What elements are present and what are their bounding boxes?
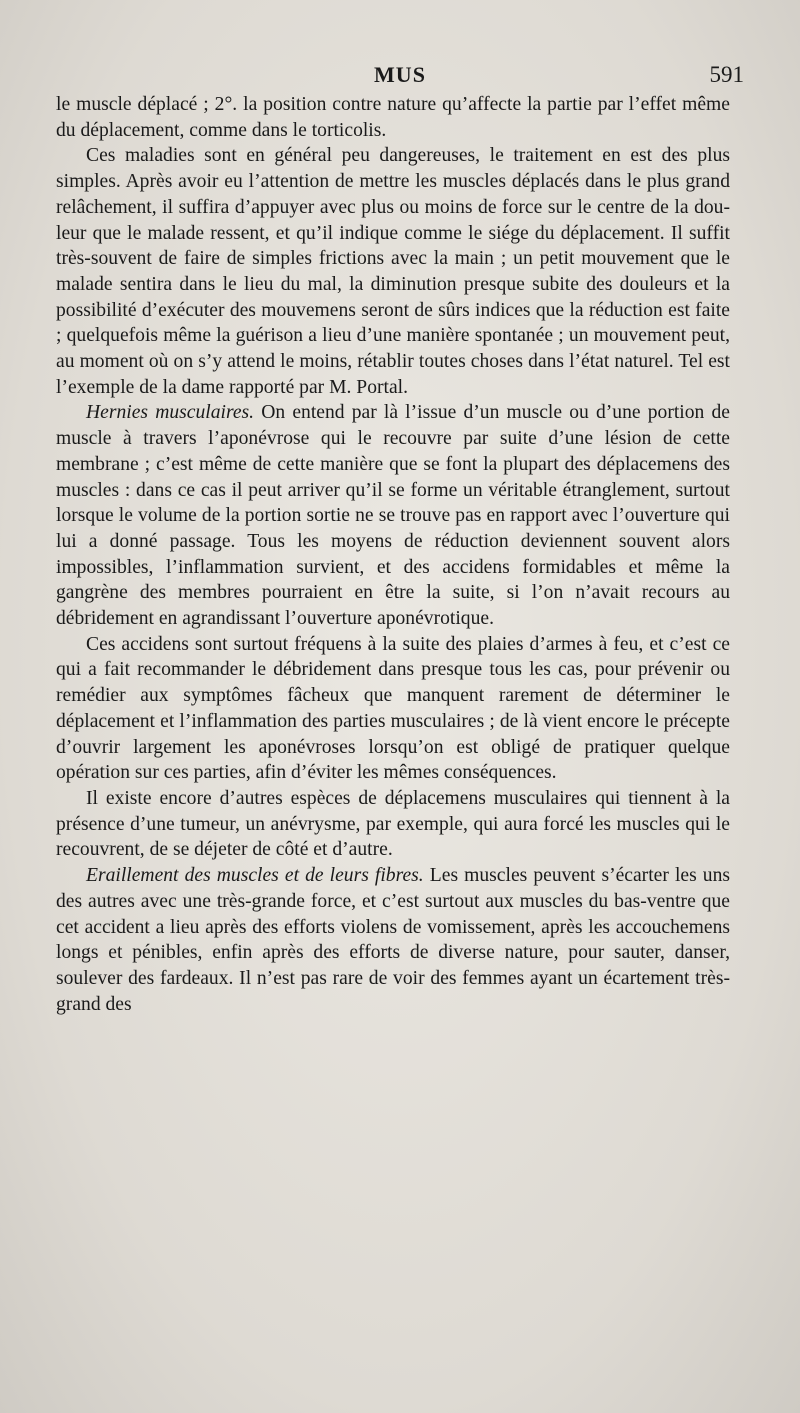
paragraph-text: On entend par là l’issue d’un muscle ou d’une portion de muscle à travers l’aponévrose qui le recouvre par suite d’une lésion de cette membrane ; c’est même de cette manière que se font la plupart des déplacemens des muscles : dans ce cas il peut arriver qu’il se forme un véritable étranglement, surtout lorsque le volume de la portion sortie ne se trouve pas en rapport avec l’ouverture qui lui a donné passage. Tous les moyens de réduction deviennent souvent alors impossibles, l’inflammation survient, et des accidens formidables et même la gangrène des membres pourraient en être la suite, si l’on n’avait recours au débridement en agrandissant l’ouverture aponévrotique. xyxy=(56,402,730,630)
paragraph-text: le muscle déplacé ; 2°. la position contre nature qu’affecte la partie par l’effet même du déplacement, comme dans le torticolis. xyxy=(56,94,730,141)
paragraph xyxy=(56,863,730,1017)
running-title: MUS xyxy=(374,62,426,87)
paragraph xyxy=(56,786,730,863)
paragraph xyxy=(56,632,730,786)
paragraph-text: Ces maladies sont en général peu dangereuses, le traitement en est des plus simples. Après avoir eu l’attention de mettre les muscles déplacés dans le plus grand relâchement, il suffira d’appuyer avec plus ou moins de force sur le centre de la douleur que le malade ressent, et qu’il indique comme le siége du déplacement. Il suffit très-souvent de faire de simples frictions avec la main ; un petit mouvement que le malade sentira dans le lieu du mal, la diminution presque subite des douleurs et la possibilité d’exécuter des mouvemens seront de sûrs indices que la réduction est faite ; quelquefois même la guérison a lieu d’une manière spontanée ; un mouvement peut, au moment où on s’y attend le moins, rétablir toutes choses dans l’état naturel. Tel est l’exemple de la dame rapporté par M. Portal. xyxy=(56,145,730,398)
paragraph xyxy=(56,400,730,631)
paragraph-text: Il existe encore d’autres espèces de déplacemens musculaires qui tiennent à la présence d’une tumeur, un anévrysme, par exemple, qui aura forcé les muscles qui le recouvrent, de se déjeter de côté et d’autre. xyxy=(56,787,730,861)
paragraph xyxy=(56,92,730,143)
paragraph-text: Ces accidens sont surtout fréquens à la suite des plaies d’armes à feu, et c’est ce qui a fait recommander le débridement dans presque tous les cas, pour prévenir ou remédier aux symptômes fâcheux que manquent rarement de déterminer le déplacement et l’inflammation des parties musculaires ; de là vient encore le précepte d’ouvrir largement les aponévroses lorsqu’on est obligé de pratiquer quelque opération sur ces parties, afin d’éviter les mêmes conséquences. xyxy=(56,633,730,784)
paragraph xyxy=(56,143,730,400)
paragraph-lead-heading: Hernies musculaires. xyxy=(86,402,255,424)
paragraph-text: Les muscles peuvent s’écarter les uns des autres avec une très-grande force, et c’est surtout aux muscles du bas-ventre que cet accident a lieu après des efforts violens de vomissement, après les accouchemens longs et pénibles, enfin après des efforts de diverse nature, pour sauter, danser, soulever des fardeaux. Il n’est pas rare de voir des femmes ayant un écartement très-grand des xyxy=(56,865,730,1015)
body-text xyxy=(56,92,730,1017)
page-header xyxy=(56,62,744,92)
paragraph-lead-heading: Eraillement des muscles et de leurs fibres. xyxy=(86,865,424,887)
page-number: 591 xyxy=(709,62,744,87)
